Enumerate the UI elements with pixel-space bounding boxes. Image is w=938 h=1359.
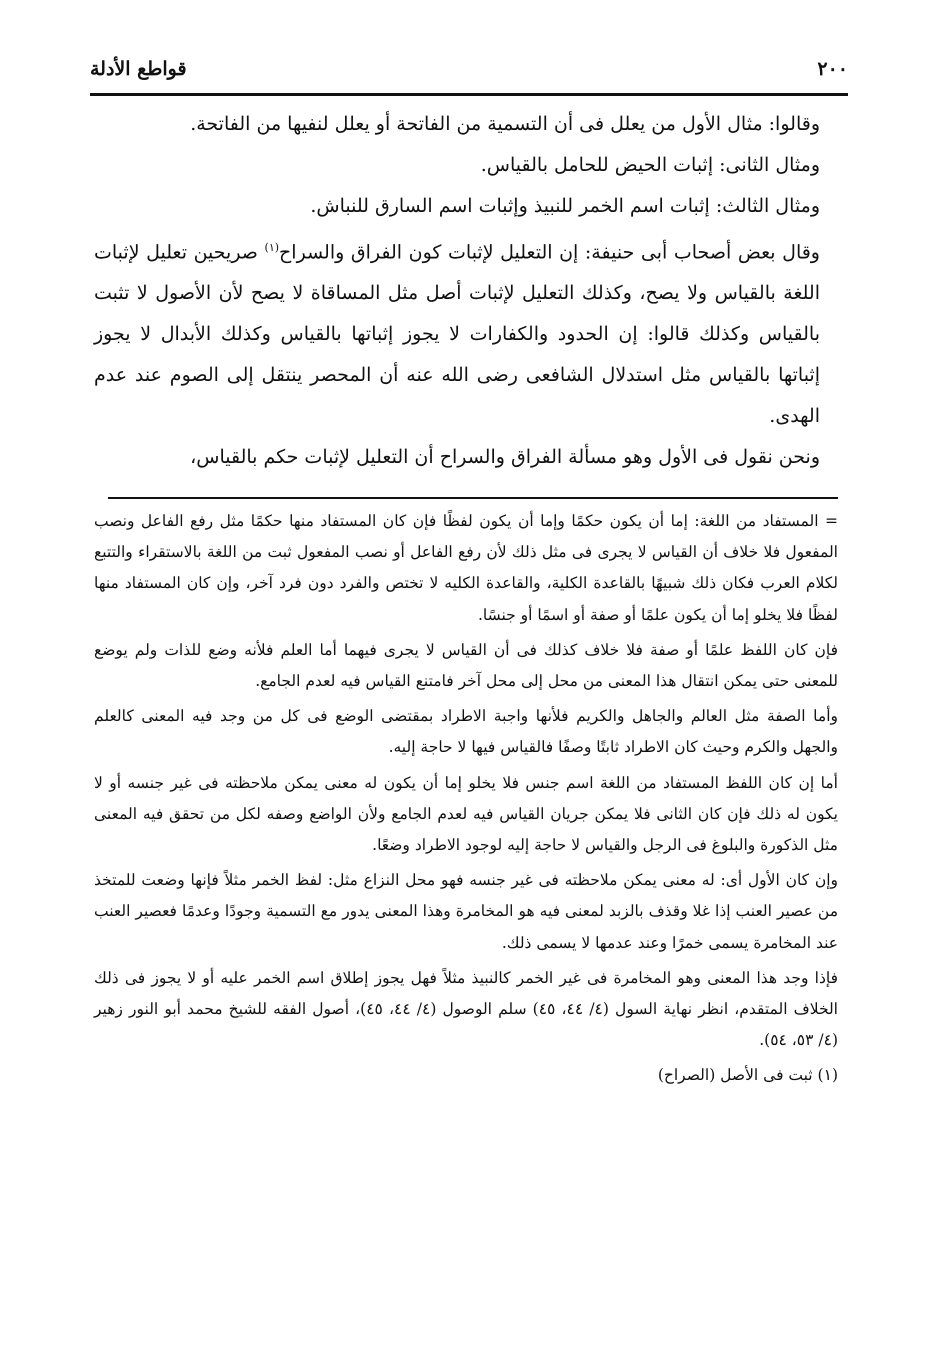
main-text <box>94 104 838 478</box>
note-4: أما إن كان اللفظ المستفاد من اللغة اسم جنس فلا يخلو إما أن يكون له معنى يمكن ملاحظته فى غير جنسه أو لا يكون له ذلك فإن كان الثانى فلا يمكن جريان القياس فيه لعدم الجامع ولأن الواضع وصفه لكل من تحقق فيه المعنى مثل الذكورة والبلوغ فى الرجل والقياس لا حاجة إليه لوجود الاطراد وضعًا. <box>94 773 838 855</box>
footnote-marker[interactable]: (١) <box>264 241 280 254</box>
note-5: وإن كان الأول أى: له معنى يمكن ملاحظته فى غير جنسه فهو محل النزاع مثل: لفظ الخمر مثلاً فإنها وضعت للمتخذ من عصير العنب إذا غلا وقذف بالزبد لمعنى فيه هو المخامرة وهذا المعنى يدور مع التسمية وجودًا وعدمًا فعصير العنب عند المخامرة يسمى خمرًا وعند عدمها لا يسمى ذلك. <box>94 871 838 952</box>
paragraph-3: ومثال الثالث: إثبات اسم الخمر للنبيذ وإثبات اسم السارق للنباش. <box>310 195 820 217</box>
page-header <box>90 58 848 88</box>
paragraph-2: ومثال الثانى: إثبات الحيض للحامل بالقياس. <box>480 154 820 176</box>
running-title: قواطع الأدلة <box>90 58 187 80</box>
footnote-rule <box>108 497 838 499</box>
paragraph-1: وقالوا: مثال الأول من يعلل فى أن التسمية من الفاتحة أو يعلل لنفيها من الفاتحة. <box>190 113 820 135</box>
paragraph-5: ونحن نقول فى الأول وهو مسألة الفراق والسراح أن التعليل لإثبات حكم بالقياس، <box>190 446 820 469</box>
note-1: = المستفاد من اللغة: إما أن يكون حكمًا وإما أن يكون لفظًا فإن كان المستفاد منها حكمًا مثل رفع الفاعل ونصب المفعول فلا خلاف أن القياس لا يجرى فى مثل ذلك لأن رفع الفاعل أو نصب المفعول ثبت من اللغة بالاستقراء والتتبع لكلام العرب فكان ذلك شبيهًا بالقاعدة الكلية، والقاعدة الكليه لا تختص والفرد دون فرد آخر، وإن كان المستفاد منها لفظًا فلا يخلو إما أن يكون علمًا أو صفة أو اسمًا أو جنسًا. <box>94 512 838 624</box>
note-3: وأما الصفة مثل العالم والجاهل والكريم فلأنها واجبة الاطراد بمقتضى الوضع فى كل من وجد فيه المعنى كالعلم والجهل والكرم وحيث كان الاطراد ثابتًا وصفًا فالقياس فيها لا حاجة إليه. <box>94 707 838 757</box>
paragraph-4-continuation: صريحين تعليل لإثبات اللغة بالقياس ولا يصح، وكذلك التعليل لإثبات أصل مثل المساقاة لا يصح لأن الأصول لا تثبت بالقياس وكذلك قالوا: إن الحدود والكفارات لا يجوز إثباتها بالقياس وكذلك الأبدال لا يجوز إثباتها بالقياس مثل استدلال الشافعى رضى الله عنه أن المحصر ينتقل إلى الصوم عند عدم الهدى. <box>94 241 820 428</box>
page-number: ٢٠٠ <box>817 58 848 80</box>
note-2: فإن كان اللفظ علمًا أو صفة فلا خلاف كذلك فى أن القياس لا يجرى فيهما أما العلم فلأنه وضع للذات ولم يوضع للمعنى حتى يمكن انتقال هذا المعنى من محل إلى محل آخر فامتنع القياس فيه لعدم الجامع. <box>94 640 838 691</box>
header-rule <box>90 93 848 96</box>
paragraph-4 <box>94 227 838 437</box>
footnotes <box>94 506 838 1096</box>
footnote-1: (١) ثبت فى الأصل (الصراح) <box>657 1066 838 1085</box>
note-6: فإذا وجد هذا المعنى وهو المخامرة فى غير الخمر كالنبيذ مثلاً فهل يجوز إطلاق اسم الخمر عليه أو لا يجوز فى ذلك الخلاف المتقدم، انظر نهاية السول (٤/ ٤٤، ٤٥) سلم الوصول (٤/ ٤٤، ٤٥)، أصول الفقه للشيخ محمد أبو النور زهير (٤/ ٥٣، ٥٤). <box>94 968 838 1050</box>
paragraph-4-text: وقال بعض أصحاب أبى حنيفة: إن التعليل لإثبات كون الفراق والسراح <box>279 241 820 264</box>
